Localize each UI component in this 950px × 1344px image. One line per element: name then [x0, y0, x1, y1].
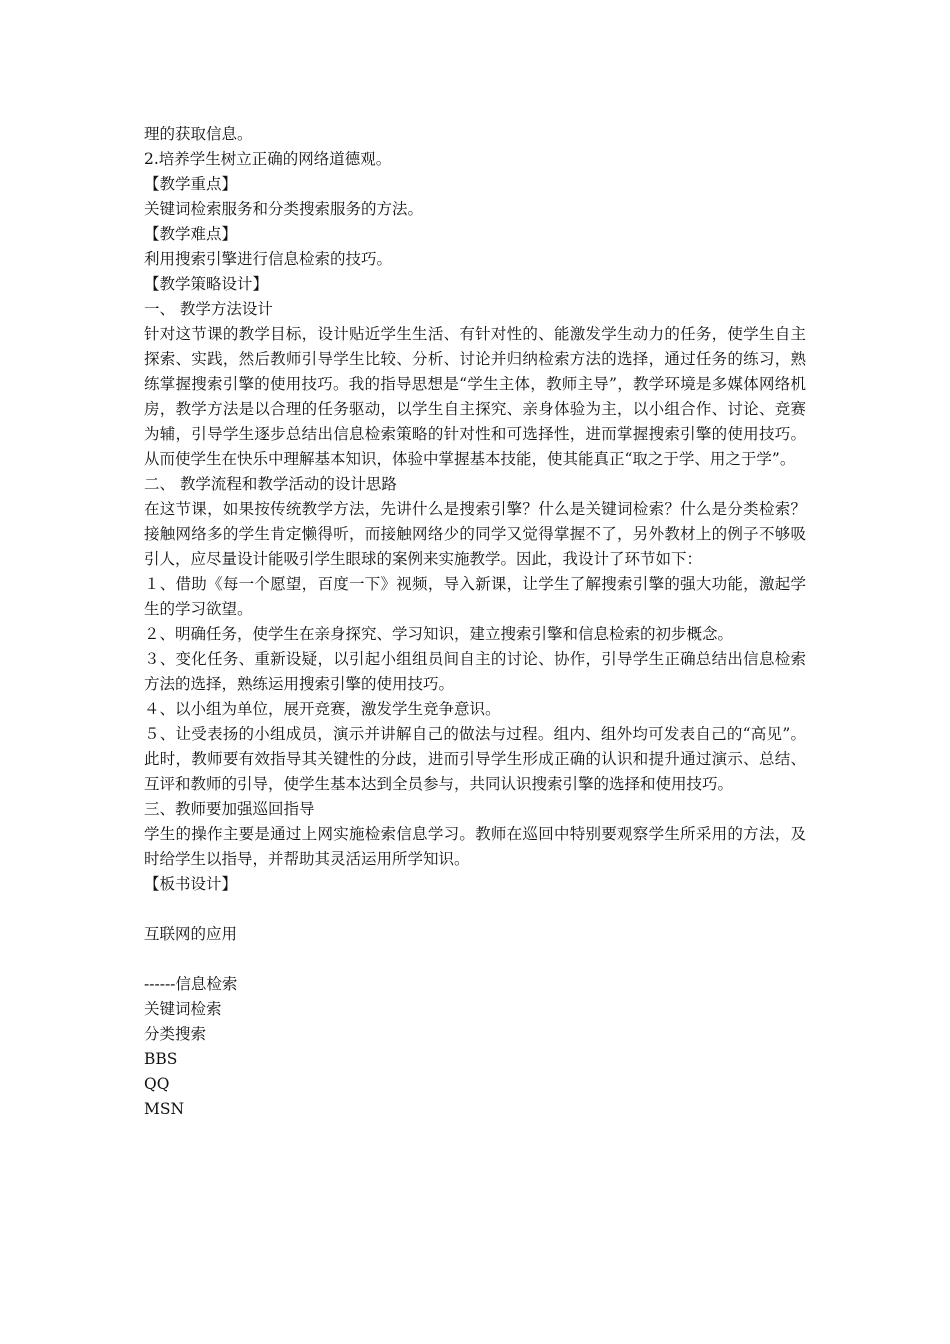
board-item: MSN: [144, 1100, 185, 1118]
board-item: 关键词检索: [144, 1000, 222, 1018]
document-body: [144, 122, 806, 1122]
text-line: 关键词检索服务和分类搜索服务的方法。: [144, 200, 424, 218]
section-heading: 【教学策略设计】: [144, 275, 269, 293]
list-item: ４、以小组为单位，展开竞赛，激发学生竞争意识。: [144, 700, 501, 718]
blank-line: [144, 947, 806, 972]
board-list: [144, 997, 806, 1122]
subsection-title: 二、 教学流程和教学活动的设计思路: [144, 475, 397, 493]
board-item: QQ: [144, 1075, 170, 1093]
paragraph: 针对这节课的教学目标，设计贴近学生生活、有针对性的、能激发学生动力的任务，使学生自主探索、实践，然后教师引导学生比较、分析、讨论并归纳检索方法的选择，通过任务的练习，熟练掌握搜索引擎的使用技巧。我的指导思想是“学生主体，教师主导”，教学环境是多媒体网络机房，教学方法是以合理的任务驱动，以学生自主探究、亲身体验为主，以小组合作、讨论、竞赛为辅，引导学生逐步总结出信息检索策略的针对性和可选择性，进而掌握搜索引擎的使用技巧。从而使学生在快乐中理解基本知识，体验中掌握基本技能，使其能真正“取之于学、用之于学”。: [144, 325, 806, 468]
list-item: １、借助《每一个愿望，百度一下》视频，导入新课，让学生了解搜索引擎的强大功能，激起学生的学习欲望。: [144, 575, 806, 618]
list-item: ２、明确任务，使学生在亲身探究、学习知识，建立搜索引擎和信息检索的初步概念。: [144, 625, 734, 643]
paragraph: 在这节课，如果按传统教学方法，先讲什么是搜索引擎？什么是关键词检索？什么是分类检索？接触网络多的学生肯定懒得听，而接触网络少的同学又觉得掌握不了，另外教材上的例子不够吸引人，应尽量设计能吸引学生眼球的案例来实施教学。因此，我设计了环节如下：: [144, 500, 806, 568]
section-heading: 【教学重点】: [144, 175, 238, 193]
list-item: ３、变化任务、重新设疑，以引起小组组员间自主的讨论、协作，引导学生正确总结出信息检索方法的选择，熟练运用搜索引擎的使用技巧。: [144, 650, 806, 693]
paragraph: 学生的操作主要是通过上网实施检索信息学习。教师在巡回中特别要观察学生所采用的方法，及时给学生以指导，并帮助其灵活运用所学知识。: [144, 825, 806, 868]
board-item: BBS: [144, 1050, 178, 1068]
board-subtitle: ------信息检索: [144, 975, 238, 993]
list-item: ５、让受表扬的小组成员，演示并讲解自己的做法与过程。组内、组外均可发表自己的“高见”。此时，教师要有效指导其关键性的分歧，进而引导学生形成正确的认识和提升通过演示、总结、互评和教师的引导，使学生基本达到全员参与，共同认识搜索引擎的选择和使用技巧。: [144, 725, 806, 793]
subsection-title: 三、教师要加强巡回指导: [144, 800, 315, 818]
section-heading: 【教学难点】: [144, 225, 238, 243]
subsection-title: 一、 教学方法设计: [144, 300, 273, 318]
board-title: 互联网的应用: [144, 925, 238, 943]
section-heading: 【板书设计】: [144, 875, 238, 893]
blank-line: [144, 897, 806, 922]
text-line: 2.培养学生树立正确的网络道德观。: [144, 150, 392, 168]
board-item: 分类搜索: [144, 1025, 207, 1043]
text-line: 理的获取信息。: [144, 125, 253, 143]
text-line: 利用搜索引擎进行信息检索的技巧。: [144, 250, 393, 268]
